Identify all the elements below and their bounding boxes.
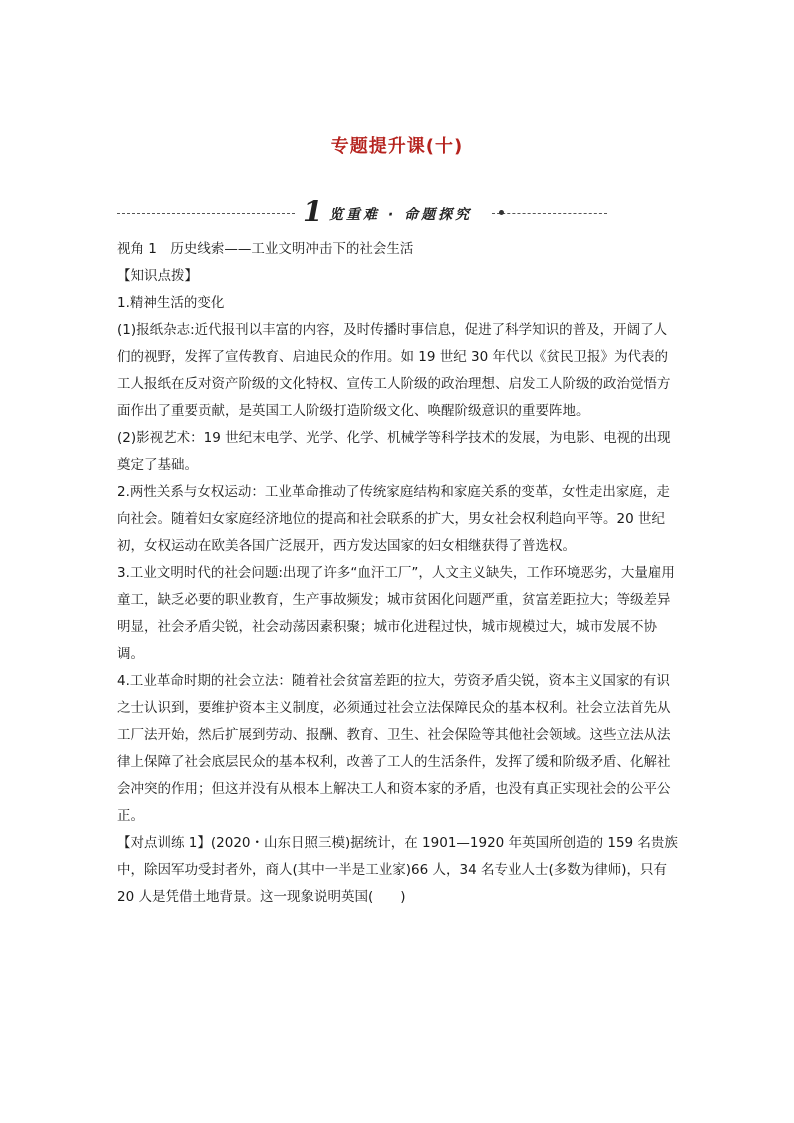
section-heading-1: 1.精神生活的变化	[117, 295, 225, 311]
page-title: 专题提升课(十)	[330, 136, 464, 157]
paragraph-3: 3.工业文明时代的社会问题:出现了许多“血汗工厂”，人文主义缺失，工作环境恶劣，大量雇用童工，缺乏必要的职业教育，生产事故频发；城市贫困化问题严重，贫富差距拉大；等级差异明显，社会矛盾尖锐，社会动荡因素积聚；城市化进程过快，城市规模过大，城市发展不协调。	[117, 565, 675, 662]
banner-divider-right	[492, 213, 607, 214]
banner-divider-left	[117, 213, 295, 214]
perspective-heading: 视角 1 历史线索——工业文明冲击下的社会生活	[117, 241, 414, 257]
paragraph-1a: (1)报纸杂志:近代报刊以丰富的内容，及时传播时事信息，促进了科学知识的普及，开阔了人们的视野，发挥了宣传教育、启迪民众的作用。如 19 世纪 30 年代以《贫民卫报》为代表的工人报纸在反对资产阶级的文化特权、宣传工人阶级的政治理想、启发工人阶级的政治觉悟方面作出了重要贡献，是英国工人阶级打造阶级文化、唤醒阶级意识的重要阵地。	[117, 322, 671, 419]
exercise-question: 【对点训练 1】(2020・山东日照三模)据统计，在 1901—1920 年英国所创造的 159 名贵族中，除因军功受封者外，商人(其中一半是工业家)66 人，34 名专业人士(多数为律师)，只有 20 人是凭借土地背景。这一现象说明英国( )	[117, 835, 678, 905]
banner-dot	[499, 210, 504, 215]
paragraph-2: 2.两性关系与女权运动：工业革命推动了传统家庭结构和家庭关系的变革，女性走出家庭，走向社会。随着妇女家庭经济地位的提高和社会联系的扩大，男女社会权利趋向平等。20 世纪初，女权运动在欧美各国广泛展开，西方发达国家的妇女相继获得了普选权。	[117, 484, 670, 554]
paragraph-1b: (2)影视艺术：19 世纪末电学、光学、化学、机械学等科学技术的发展，为电影、电视的出现奠定了基础。	[117, 430, 671, 473]
section-banner	[117, 195, 677, 228]
banner-text: 览重难 · 命题探究	[329, 207, 473, 223]
banner-number: 1	[303, 195, 323, 228]
knowledge-tag: 【知识点拨】	[117, 268, 198, 284]
document-body	[117, 236, 679, 911]
paragraph-4: 4.工业革命时期的社会立法：随着社会贫富差距的拉大，劳资矛盾尖锐，资本主义国家的有识之士认识到，要维护资本主义制度，必须通过社会立法保障民众的基本权利。社会立法首先从工厂法开始，然后扩展到劳动、报酬、教育、卫生、社会保险等其他社会领域。这些立法从法律上保障了社会底层民众的基本权利，改善了工人的生活条件，发挥了缓和阶级矛盾、化解社会冲突的作用；但这并没有从根本上解决工人和资本家的矛盾，也没有真正实现社会的公平公正。	[117, 673, 671, 824]
